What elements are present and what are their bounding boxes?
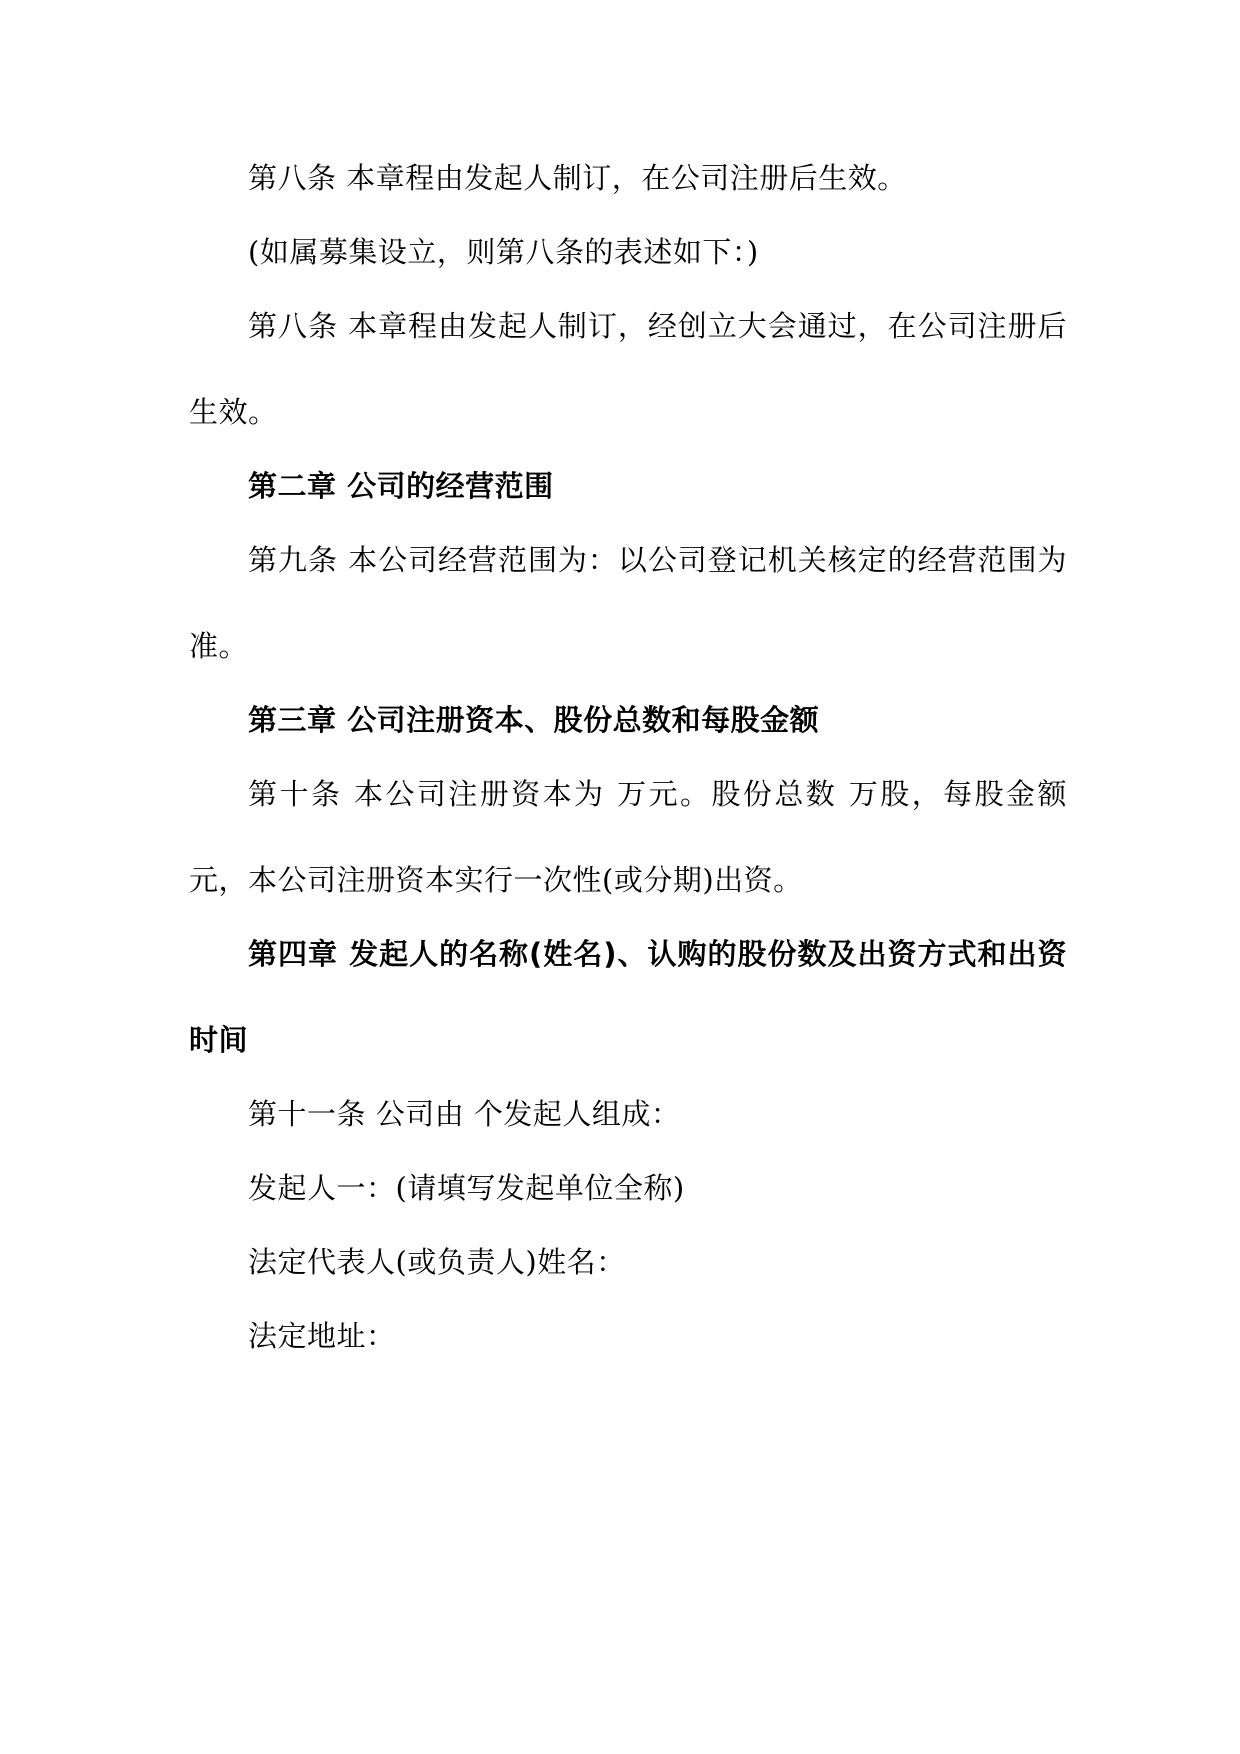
article-11-text: 第十一条 公司由 个发起人组成： [248,1097,681,1131]
chapter-4-heading-line-1: 第四章 发起人的名称(姓名)、认购的股份数及出资方式和出资 [248,937,1067,971]
article-10-line-2: 元，本公司注册资本实行一次性(或分期)出资。 [189,863,803,897]
article-9-line-1: 第九条 本公司经营范围为：以公司登记机关核定的经营范围为 [248,543,1067,577]
promoter-1-field: 发起人一：(请填写发起单位全称) [248,1171,685,1205]
raise-establishment-note: (如属募集设立，则第八条的表述如下：) [248,235,759,269]
legal-address-field: 法定地址： [248,1319,396,1353]
article-8-alt-line-1: 第八条 本章程由发起人制订，经创立大会通过，在公司注册后 [248,309,1067,343]
article-9-line-2: 准。 [189,629,249,663]
legal-representative-field: 法定代表人(或负责人)姓名： [248,1245,626,1279]
article-8-text: 第八条 本章程由发起人制订，在公司注册后生效。 [248,161,907,195]
chapter-3-heading: 第三章 公司注册资本、股份总数和每股金额 [248,703,820,737]
article-10-line-1: 第十条 本公司注册资本为 万元。股份总数 万股，每股金额 [248,777,1067,811]
chapter-4-heading-line-2: 时间 [189,1023,249,1057]
chapter-2-heading: 第二章 公司的经营范围 [248,469,554,503]
article-8-alt-line-2: 生效。 [189,395,278,429]
